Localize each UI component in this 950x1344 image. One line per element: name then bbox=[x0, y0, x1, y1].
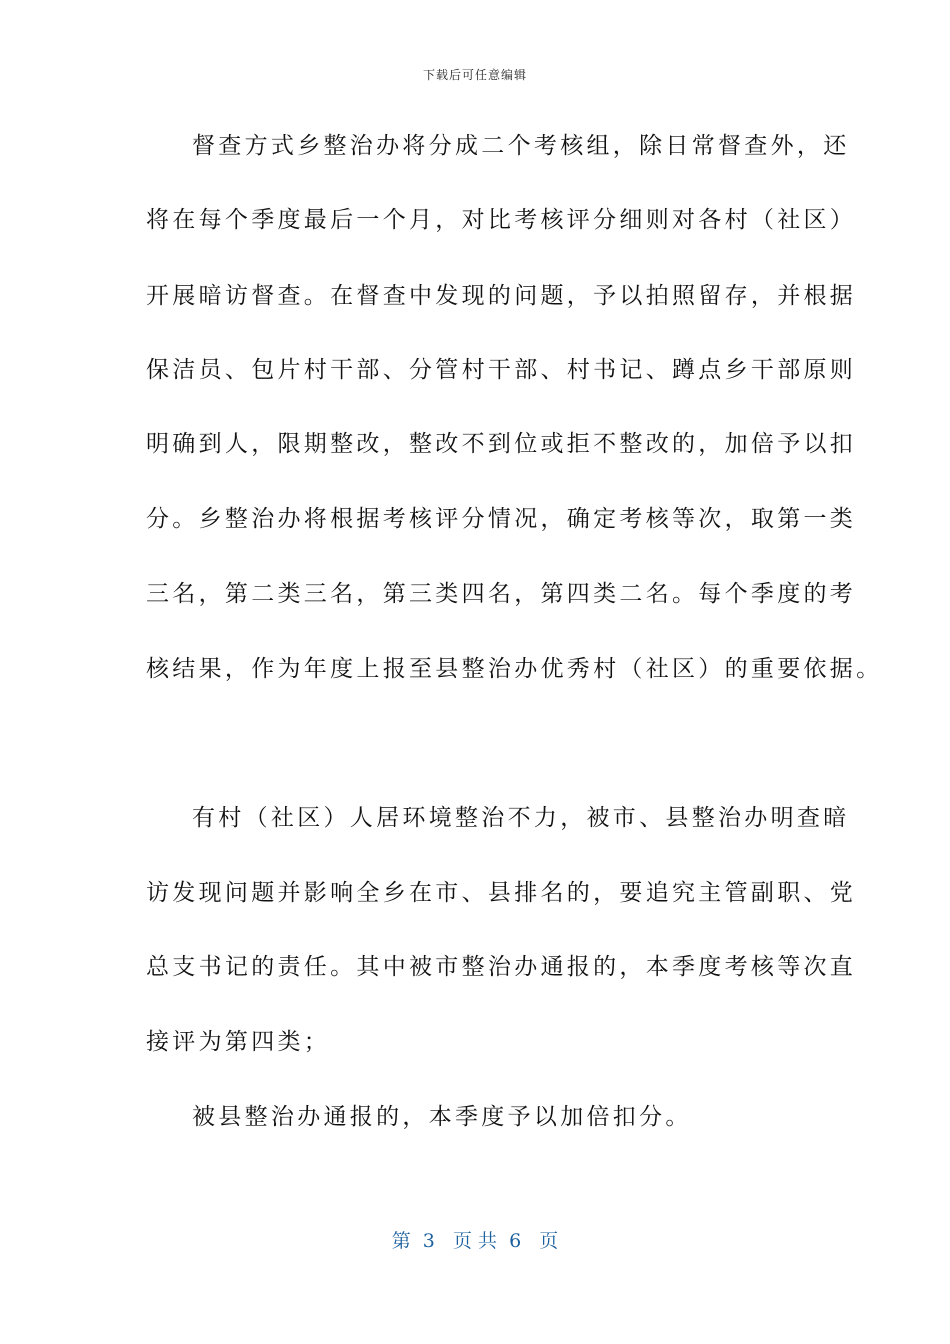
paragraph-1-line-1: 督查方式乡整治办将分成二个考核组，除日常督查外，还 bbox=[192, 133, 850, 159]
paragraph-1-line-8: 核结果，作为年度上报至县整治办优秀村（社区）的重要依据。 bbox=[146, 656, 883, 682]
paragraph-1-line-7: 三名，第二类三名，第三类四名，第四类二名。每个季度的考 bbox=[146, 581, 857, 607]
paragraph-1-line-3: 开展暗访督查。在督查中发现的问题，予以拍照留存，并根据 bbox=[146, 283, 857, 309]
page-header: 下载后可任意编辑 bbox=[422, 68, 527, 82]
paragraph-2-line-2: 访发现问题并影响全乡在市、县排名的，要追究主管副职、党 bbox=[146, 880, 857, 906]
paragraph-1-line-4: 保洁员、包片村干部、分管村干部、村书记、蹲点乡干部原则 bbox=[146, 357, 857, 383]
paragraph-1-line-5: 明确到人，限期整改，整改不到位或拒不整改的，加倍予以扣 bbox=[146, 431, 857, 457]
paragraph-1-line-2: 将在每个季度最后一个月，对比考核评分细则对各村（社区） bbox=[146, 207, 857, 233]
paragraph-2-line-4: 接评为第四类； bbox=[146, 1029, 331, 1055]
paragraph-2-line-3: 总支书记的责任。其中被市整治办通报的，本季度考核等次直 bbox=[146, 954, 857, 980]
page-footer: 第 3 页 共 6 页 bbox=[391, 1230, 559, 1252]
paragraph-1-line-6: 分。乡整治办将根据考核评分情况，确定考核等次，取第一类 bbox=[146, 506, 857, 532]
paragraph-3-line-1: 被县整治办通报的，本季度予以加倍扣分。 bbox=[192, 1104, 692, 1130]
paragraph-2-line-1: 有村（社区）人居环境整治不力，被市、县整治办明查暗 bbox=[192, 805, 850, 831]
